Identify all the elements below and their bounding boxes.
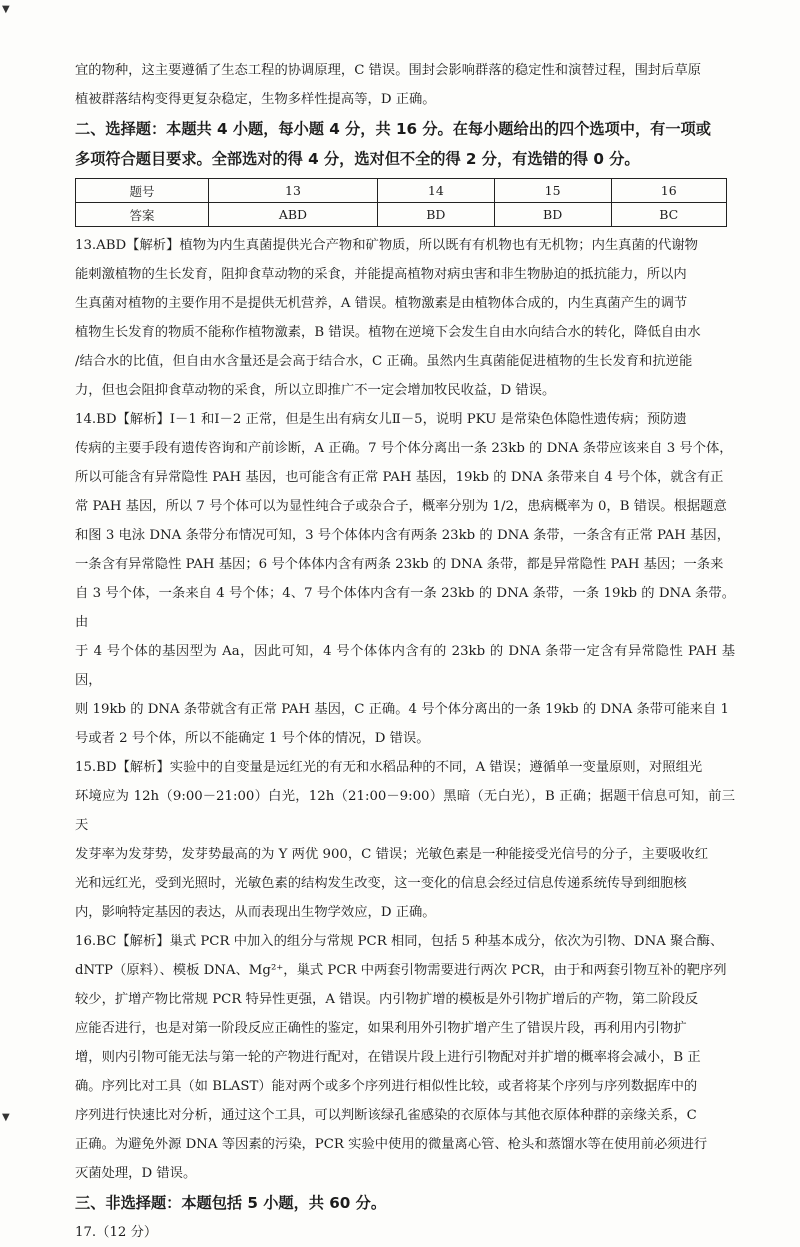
table-row <box>76 179 727 203</box>
table-cell: BC <box>611 203 726 227</box>
table-header-answer: 答案 <box>76 203 209 227</box>
table-header-number: 题号 <box>76 179 209 203</box>
question-17-label: 17.（12 分） <box>75 1225 158 1240</box>
table-cell: ABD <box>209 203 378 227</box>
document-page <box>75 56 735 1247</box>
table-cell: BD <box>494 203 611 227</box>
section-2-heading: 二、选择题：本题共 4 小题，每小题 4 分，共 16 分。在每小题给出的四个选项中，有一项或 多项符合题目要求。全部选对的得 4 分，选对但不全的得 2 分，有选错的得 0 分。 <box>75 120 711 168</box>
answer-table <box>75 178 727 227</box>
table-cell: 14 <box>377 179 494 203</box>
corner-mark: ▼ <box>2 1112 10 1123</box>
question-14-explanation: 14.BD【解析】Ⅰ－1 和Ⅰ－2 正常，但是生出有病女儿Ⅱ－5，说明 PKU 是常染色体隐性遗传病；预防遗 传病的主要手段有遗传咨询和产前诊断，A 正确。7 号个体分离出一条 23kb 的 DNA 条带应该来自 3 号个体， 所以可能含有异常隐性 PAH 基因，也可能含有正常 PAH 基因，19kb 的 DNA 条带来自 4 号个体，就含有正 常 PAH 基因，所以 7 号个体可以为显性纯合子或杂合子，概率分别为 1/2，患病概率为 0，B 错误。根据题意 和图 3 电泳 DNA 条带分布情况可知，3 号个体体内含有两条 23kb 的 DNA 条带，一条含有正常 PAH 基因， 一条含有异常隐性 PAH 基因；6 号个体体内含有两条 23kb 的 DNA 条带，都是异常隐性 PAH 基因；一条来 自 3 号个体，一条来自 4 号个体；4、7 号个体体内含有一条 23kb 的 DNA 条带，一条 19kb 的 DNA 条带。由 于 4 号个体的基因型为 Aa，因此可知，4 号个体体内含有的 23kb 的 DNA 条带一定含有异常隐性 PAH 基因， 则 19kb 的 DNA 条带就含有正常 PAH 基因，C 正确。4 号个体分离出的一条 19kb 的 DNA 条带可能来自 1 号或者 2 号个体，所以不能确定 1 号个体的情况，D 错误。 <box>75 412 735 746</box>
question-16-explanation: 16.BC【解析】巢式 PCR 中加入的组分与常规 PCR 相同，包括 5 种基本成分，依次为引物、DNA 聚合酶、 dNTP（原料）、模板 DNA、Mg²⁺，巢式 PCR 中两套引物需要进行两次 PCR，由于和两套引物互补的靶序列 较少，扩增产物比常规 PCR 特异性更强，A 错误。内引物扩增的模板是外引物扩增后的产物，第二阶段反 应能否进行，也是对第一阶段反应正确性的鉴定，如果利用外引物扩增产生了错误片段，再利用内引物扩 增，则内引物可能无法与第一轮的产物进行配对，在错误片段上进行引物配对并扩增的概率将会减小，B 正 确。序列比对工具（如 BLAST）能对两个或多个序列进行相似性比较，或者将某个序列与序列数据库中的 序列进行快速比对分析，通过这个工具，可以判断该绿孔雀感染的衣原体与其他衣原体种群的亲缘关系，C 正确。为避免外源 DNA 等因素的污染，PCR 实验中使用的微量离心管、枪头和蒸馏水等在使用前必须进行 灭菌处理，D 错误。 <box>75 934 727 1181</box>
table-cell: 13 <box>209 179 378 203</box>
question-15-explanation: 15.BD【解析】实验中的自变量是远红光的有无和水稻品种的不同，A 错误；遵循单一变量原则，对照组光 环境应为 12h（9:00－21:00）白光，12h（21:00－9:00）黑暗（无白光），B 正确；据题干信息可知，前三天 发芽率为发芽势，发芽势最高的为 Y 两优 900，C 错误；光敏色素是一种能接受光信号的分子，主要吸收红 光和远红光，受到光照时，光敏色素的结构发生改变，这一变化的信息会经过信息传递系统传导到细胞核 内，影响特定基因的表达，从而表现出生物学效应，D 正确。 <box>75 760 735 920</box>
table-row <box>76 203 727 227</box>
table-cell: 15 <box>494 179 611 203</box>
corner-mark: ▼ <box>2 4 10 15</box>
table-cell: 16 <box>611 179 726 203</box>
section-3-heading: 三、非选择题：本题包括 5 小题，共 60 分。 <box>75 1194 387 1212</box>
question-13-explanation: 13.ABD【解析】植物为内生真菌提供光合产物和矿物质，所以既有有机物也有无机物；内生真菌的代谢物 能刺激植物的生长发育，阻抑食草动物的采食，并能提高植物对病虫害和非生物胁迫的抵抗能力，所以内 生真菌对植物的主要作用不是提供无机营养，A 错误。植物激素是由植物体合成的，内生真菌产生的调节 植物生长发育的物质不能称作植物激素，B 错误。植物在逆境下会发生自由水向结合水的转化，降低自由水 /结合水的比值，但自由水含量还是会高于结合水，C 正确。虽然内生真菌能促进植物的生长发育和抗逆能 力，但也会阻抑食草动物的采食，所以立即推广不一定会增加牧民收益，D 错误。 <box>75 238 701 398</box>
intro-paragraph: 宜的物种，这主要遵循了生态工程的协调原理，C 错误。围封会影响群落的稳定性和演替过程，围封后草原 植被群落结构变得更复杂稳定，生物多样性提高等，D 正确。 <box>75 63 702 107</box>
table-cell: BD <box>377 203 494 227</box>
